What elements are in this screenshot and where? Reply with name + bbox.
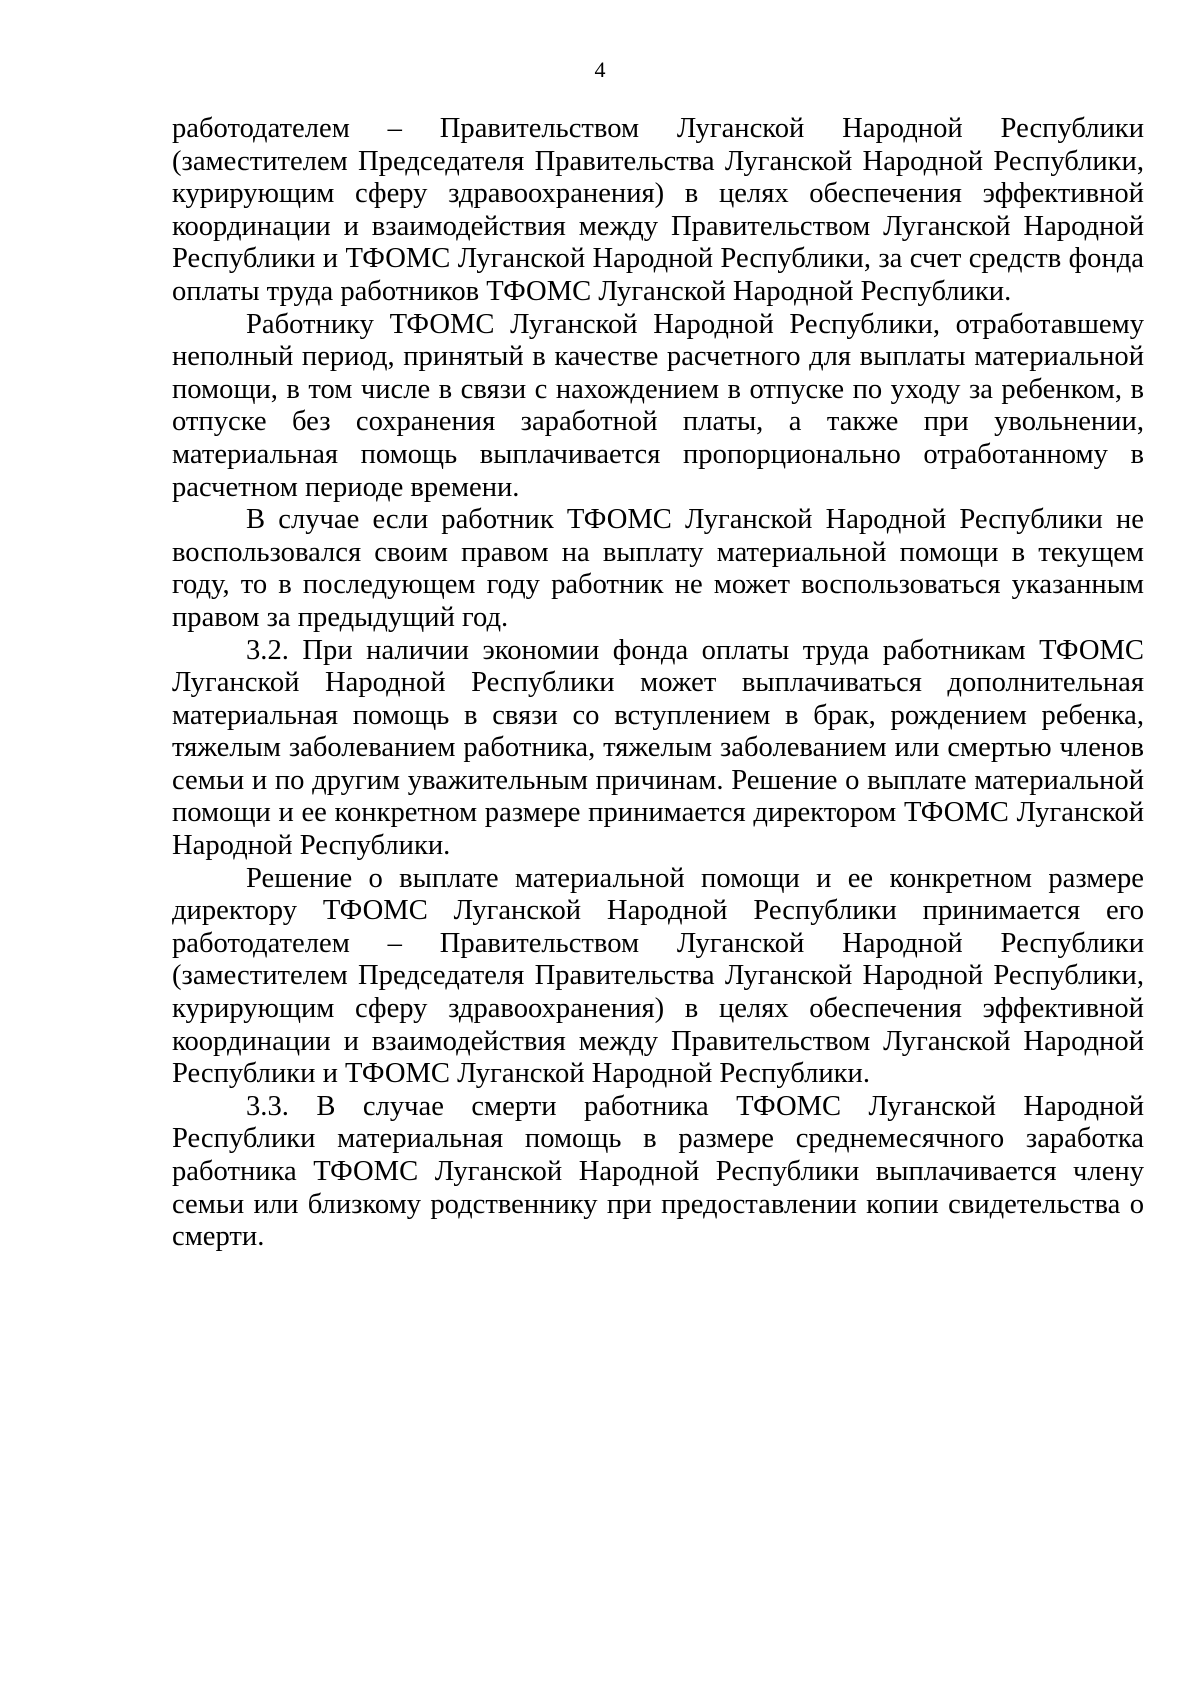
- paragraph-continuation: работодателем – Правительством Луганской Народной Республики (заместителем Председателя Правительства Луганской Народной Республики, курирующим сферу здравоохранения) в целях обеспечения эффективной координации и взаимодействия между Правительством Луганской Народной Республики и ТФОМС Луганской Народной Республики, за счет средств фонда оплаты труда работников ТФОМС Луганской Народной Республики.: [172, 113, 1144, 307]
- paragraph-director-decision: Решение о выплате материальной помощи и ее конкретном размере директору ТФОМС Луганской Народной Республики принимается его работодателем – Правительством Луганской Народной Республики (заместителем Председателя Правительства Луганской Народной Республики, курирующим сферу здравоохранения) в целях обеспечения эффективной координации и взаимодействия между Правительством Луганской Народной Республики и ТФОМС Луганской Народной Республики.: [172, 862, 1144, 1090]
- page-number: 4: [594, 57, 606, 82]
- paragraph-section-3-2: 3.2. При наличии экономии фонда оплаты труда работникам ТФОМС Луганской Народной Республики может выплачиваться дополнительная материальная помощь в связи со вступлением в брак, рождением ребенка, тяжелым заболеванием работника, тяжелым заболеванием или смертью членов семьи и по другим уважительным причинам. Решение о выплате материальной помощи и ее конкретном размере принимается директором ТФОМС Луганской Народной Республики.: [172, 634, 1144, 862]
- paragraph-section-3-3: 3.3. В случае смерти работника ТФОМС Луганской Народной Республики материальная помощь в размере среднемесячного заработка работника ТФОМС Луганской Народной Республики выплачивается члену семьи или близкому родственнику при предоставлении копии свидетельства о смерти.: [172, 1090, 1144, 1253]
- paragraph-partial-period: Работнику ТФОМС Луганской Народной Республики, отработавшему неполный период, принятый в качестве расчетного для выплаты материальной помощи, в том числе в связи с нахождением в отпуске по уходу за ребенком, в отпуске без сохранения заработной платы, а также при увольнении, материальная помощь выплачивается пропорционально отработанному в расчетном периоде времени.: [172, 308, 1144, 503]
- paragraph-unused-right: В случае если работник ТФОМС Луганской Народной Республики не воспользовался своим правом на выплату материальной помощи в текущем году, то в последующем году работник не может воспользоваться указанным правом за предыдущий год.: [172, 504, 1144, 633]
- document-body: [172, 113, 1144, 1254]
